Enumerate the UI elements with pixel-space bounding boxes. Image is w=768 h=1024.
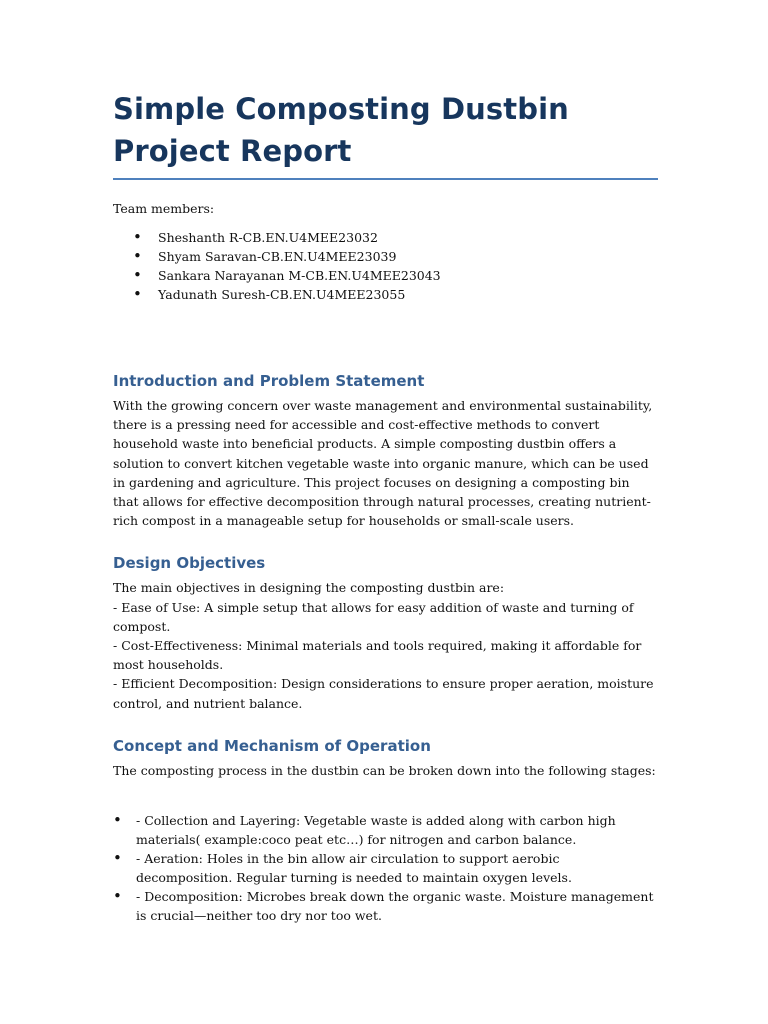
concept-heading: Concept and Mechanism of Operation <box>113 736 431 755</box>
team-member: • Sankara Narayanan M-CB.EN.U4MEE23043 <box>113 266 658 285</box>
concept-intro: The composting process in the dustbin can be broken down into the following stages: <box>113 762 656 778</box>
objectives-heading: Design Objectives <box>113 554 266 573</box>
team-members-list <box>113 228 658 304</box>
team-member: • Yadunath Suresh-CB.EN.U4MEE23055 <box>113 285 658 304</box>
stage-item: • - Decomposition: Microbes break down the organic waste. Moisture management is crucial—neither too dry nor too wet. <box>113 887 658 925</box>
objectives-line: - Efficient Decomposition: Design considerations to ensure proper aeration, moisture control, and nutrient balance. <box>113 676 654 711</box>
objectives-line: - Ease of Use: A simple setup that allows for easy addition of waste and turning of compost. <box>113 599 634 634</box>
objectives-line: - Cost-Effectiveness: Minimal materials and tools required, making it affordable for most households. <box>113 638 642 673</box>
intro-paragraph: With the growing concern over waste management and environmental sustainability, there is a pressing need for accessible and cost-effective methods to convert household waste into beneficial products. A simple composting dustbin offers a solution to convert kitchen vegetable waste into organic manure, which can be used in gardening and agriculture. This project focuses on designing a composting bin that allows for effective decomposition through natural processes, creating nutrient-rich compost in a manageable setup for households or small-scale users. <box>113 398 653 529</box>
document-page <box>113 88 658 925</box>
stage-item: • - Collection and Layering: Vegetable waste is added along with carbon high materials( example:coco peat etc…) for nitrogen and carbon balance. <box>113 811 658 849</box>
concept-section <box>113 735 658 925</box>
intro-heading: Introduction and Problem Statement <box>113 372 425 390</box>
team-member: • Shyam Saravan-CB.EN.U4MEE23039 <box>113 247 658 266</box>
team-label: Team members: <box>113 201 215 216</box>
stages-list <box>113 811 658 925</box>
objectives-section <box>113 552 658 712</box>
document-title: Simple Composting Dustbin Project Report <box>113 88 658 180</box>
team-member: • Sheshanth R-CB.EN.U4MEE23032 <box>113 228 658 247</box>
intro-section <box>113 370 658 530</box>
objectives-line: The main objectives in designing the composting dustbin are: <box>113 580 505 596</box>
stage-item: • - Aeration: Holes in the bin allow air circulation to support aerobic decomposition. Regular turning is needed to maintain oxygen levels. <box>113 849 658 887</box>
